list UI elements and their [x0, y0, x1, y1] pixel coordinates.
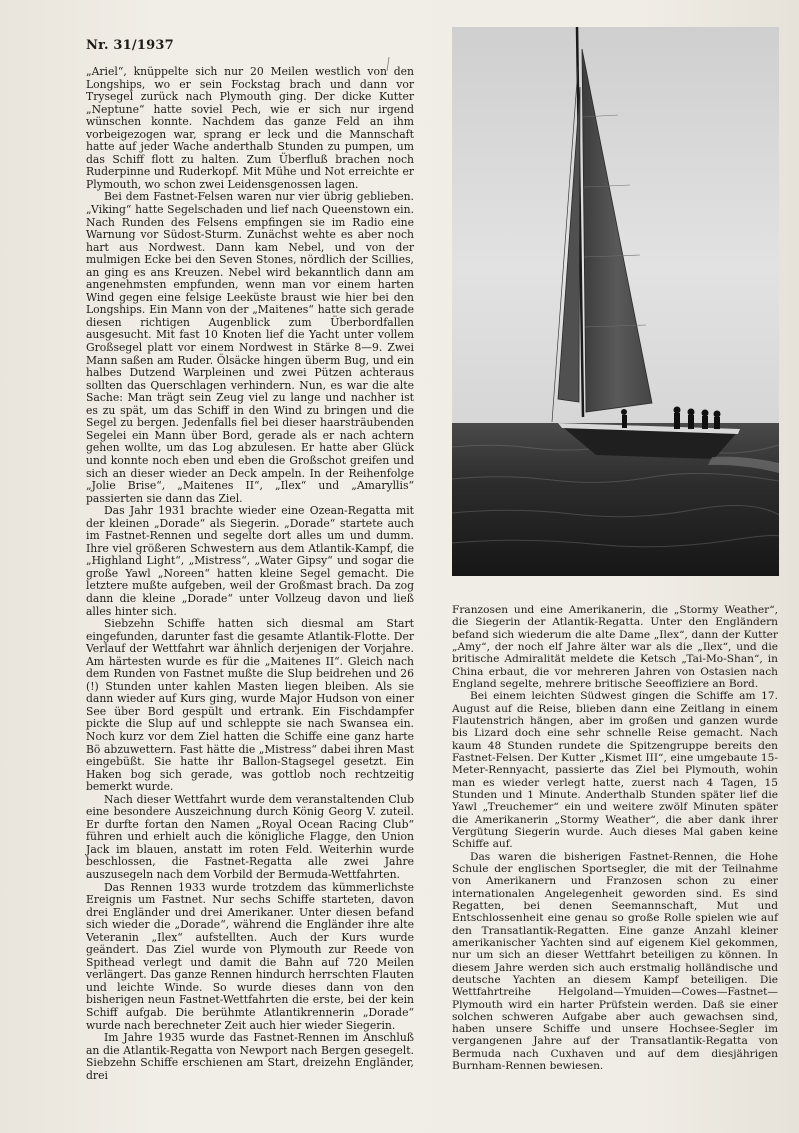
paragraph: Nach dieser Wettfahrt wurde dem veranstaltenden Club eine besondere Auszeichnung durch König Georg V. zuteil. Er durfte fortan den Namen „Royal Ocean Racing Club“ führen und erhielt auch die königliche Flagge, den Union Jack im blauen, anstatt im roten Feld. Weiterhin wurde beschlossen, die Fastnet-Regatta alle zwei Jahre auszusegeln nach dem Vorbild der Bermuda-Wettfahrten.: [86, 792, 414, 881]
right-text-column: [452, 604, 778, 1072]
paragraph: Bei dem Fastnet-Felsen waren nur vier übrig geblieben. „Viking“ hatte Segelschaden und lief nach Queenstown ein. Nach Runden des Felsens empfingen sie im Radio eine Warnung vor Südost-Sturm. Zunächst wehte es aber noch hart aus Nordwest. Dann kam Nebel, und von der mulmigen Ecke bei den Seven Stones, nördlich der Scillies, an ging es ans Kreuzen. Nebel wird bekanntlich dann am angenehmsten empfunden, wenn man vor einem harten Wind gegen eine felsige Leeküste braust wie hier bei den Longships. Ein Mann von der „Maitenes“ hatte sich gerade diesen richtigen Augenblick zum Überbordfallen ausgesucht. Mit fast 10 Knoten lief die Yacht unter vollem Großsegel platt vor einem Nordwest in Stärke 8—9. Zwei Mann saßen am Ruder. Ölsäcke hingen überm Bug, und ein halbes Dutzend Warpleinen und zwei Pützen achteraus sollten das Querschlagen verhindern. Nun, es war die alte Sache: Man trägt sein Zeug viel zu lange und nachher ist es zu spät, um das Schiff in den Wind zu bringen und die Segel zu bergen. Jedenfalls fiel bei dieser haarsträubenden Segelei ein Mann über Bord, gerade als er nach achtern gehen wollte, um das Log abzulesen. Er hatte aber Glück und konnte noch eben und eben die Großschot greifen und sich an dieser wieder an Deck ampeln. In der Reihenfolge „Jolie Brise“, „Maitenes II“, „Ilex“ und „Amaryllis“ passierten sie dann das Ziel.: [86, 190, 414, 505]
paragraph: Franzosen und eine Amerikanerin, die „Stormy Weather“, die Siegerin der Atlantik-Regatta. Unter den Engländern befand sich wiederum die alte Dame „Ilex“, dann der Kutter „Amy“, der noch elf Jahre älter war als die „Ilex“, und die britische Admiralität meldete die Ketsch „Tai-Mo-Shan“, in China erbaut, die vor mehreren Jahren von Ostasien nach England segelte, mehrere britische Seeoffiziere an Bord.: [452, 604, 778, 690]
left-text-column: [86, 66, 414, 1082]
paragraph: Im Jahre 1935 wurde das Fastnet-Rennen im Anschluß an die Atlantik-Regatta von Newport nach Bergen gesegelt. Siebzehn Schiffe erschienen am Start, dreizehn Engländer, drei: [86, 1031, 414, 1082]
paragraph: „Ariel“, knüppelte sich nur 20 Meilen westlich von den Longships, wo er sein Fockstag brach und dann vor Trysegel zurück nach Plymouth ging. Der dicke Kutter „Neptune“ hatte soviel Pech, wie er sich nur irgend wünschen konnte. Nachdem das ganze Feld an ihm vorbeigezogen war, sprang er leck und die Mannschaft hatte auf jeder Wache anderthalb Stunden zu pumpen, um das Schiff flott zu halten. Zum Überfluß brachen noch Ruderpinne und Ruderkopf. Mit Mühe und Not erreichte er Plymouth, wo schon zwei Leidensgenossen lagen.: [86, 65, 414, 191]
issue-number: Nr. 31/1937: [86, 38, 174, 53]
paragraph: Das Jahr 1931 brachte wieder eine Ozean-Regatta mit der kleinen „Dorade“ als Siegerin. „Dorade“ startete auch im Fastnet-Rennen und segelte dort alles um und dumm. Ihre viel größeren Schwestern aus dem Atlantik-Kampf, die „Highland Light“, „Mistress“, „Water Gipsy“ und sogar die große Yawl „Noreen“ hatten kleine Segel gemacht. Die letztere mußte aufgeben, weil der Großmast brach. Da zog dann die kleine „Dorade“ unter Vollzeug davon und ließ alles hinter sich.: [86, 504, 414, 618]
paragraph: Das waren die bisherigen Fastnet-Rennen, die Hohe Schule der englischen Sportsegler, die mit der Teilnahme von Amerikanern und Franzosen schon zu einer internationalen Angelegenheit geworden sind. Es sind Regatten, bei denen Seemannschaft, Mut und Entschlossenheit eine genau so große Rolle spielen wie auf den Transatlantik-Regatten. Eine ganze Anzahl kleiner amerikanischer Yachten sind auf eigenem Kiel gekommen, nur um sich an dieser Wettfahrt beteiligen zu können. In diesem Jahre werden sich auch erstmalig holländische und deutsche Yachten an diesem Kampf beteiligen. Die Wettfahrtreihe Helgoland—Ymuiden—Cowes—Fastnet—Plymouth wird ein harter Prüfstein werden. Daß sie einer solchen schweren Aufgabe aber auch gewachsen sind, haben unsere Schiffe und unsere Hochsee-Segler im vergangenen Jahre auf der Transatlantik-Regatta von Bermuda nach Cuxhaven und auf dem diesjährigen Burnham-Rennen bewiesen.: [452, 850, 778, 1073]
paragraph: Siebzehn Schiffe hatten sich diesmal am Start eingefunden, darunter fast die gesamte Atlantik-Flotte. Der Verlauf der Wettfahrt war ähnlich derjenigen der Vorjahre. Am härtesten wurde es für die „Maitenes II“. Gleich nach dem Runden von Fastnet mußte die Slup beidrehen und 26 (!) Stunden unter kahlen Masten liegen bleiben. Als sie dann wieder auf Kurs ging, wurde Major Hudson von einer See über Bord gespült und ertrank. Ein Fischdampfer pickte die Slup auf und schleppte sie nach Swansea ein. Noch kurz vor dem Ziel hatten die Schiffe eine ganz harte Bö abzuwettern. Fast hätte die „Mistress“ dabei ihren Mast eingebüßt. Sie hatte ihr Ballon-Stagsegel gesetzt. Ein Haken bog sich gerade, was gottlob noch rechtzeitig bemerkt wurde.: [86, 617, 414, 794]
paragraph: Das Rennen 1933 wurde trotzdem das kümmerlichste Ereignis um Fastnet. Nur sechs Schiffe starteten, davon drei Engländer und drei Amerikaner. Unter diesen befand sich wieder die „Dorade“, während die Engländer ihre alte Veteranin „Ilex“ aufstellten. Auch der Kurs wurde geändert. Das Ziel wurde von Plymouth zur Reede von Spithead verlegt und damit die Bahn auf 720 Meilen verlängert. Das ganze Rennen hindurch herrschten Flauten und leichte Winde. So wurde dieses dann von den bisherigen neun Fastnet-Wettfahrten die erste, bei der kein Schiff aufgab. Die berühmte Atlantikrennerin „Dorade“ wurde nach berechneter Zeit auch hier wieder Siegerin.: [86, 880, 414, 1032]
sailing-yacht-photo-icon: [452, 27, 779, 576]
paragraph: Bei einem leichten Südwest gingen die Schiffe am 17. August auf die Reise, blieben dann eine Zeitlang in einem Flautenstrich hängen, aber im großen und ganzen wurde bis Lizard doch eine sehr schnelle Reise gemacht. Nach kaum 48 Stunden rundete die Spitzengruppe bereits den Fastnet-Felsen. Der Kutter „Kismet III“, eine umgebaute 15-Meter-Rennyacht, passierte das Ziel bei Plymouth, wohin man es wieder verlegt hatte, zuerst nach 4 Tagen, 15 Stunden und 1 Minute. Anderthalb Stunden später lief die Yawl „Treuchemer“ ein und weitere zwölf Minuten später die Amerikanerin „Stormy Weather“, die aber dank ihrer Vergütung Siegerin wurde. Auch dieses Mal gaben keine Schiffe auf.: [452, 690, 778, 851]
sailing-yacht-photo: [452, 27, 779, 576]
